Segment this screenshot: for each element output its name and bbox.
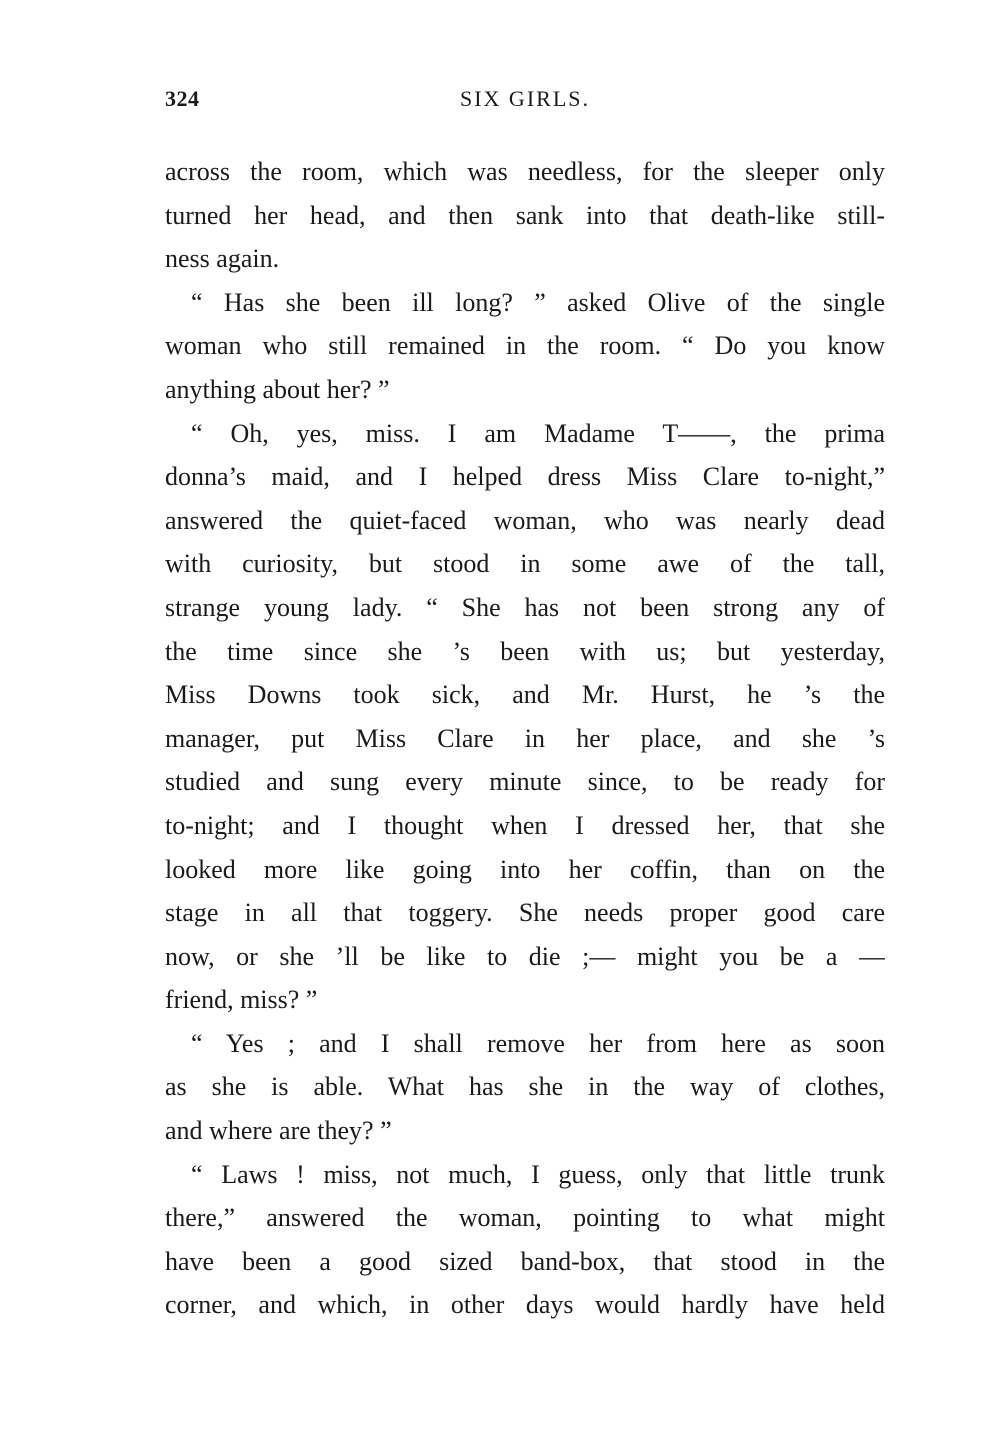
text-line: there,” answered the woman, pointing to what might bbox=[165, 1203, 885, 1233]
text-line: “ Yes ; and I shall remove her from here as soon bbox=[191, 1028, 885, 1058]
text-line: the time since she ’s been with us; but yesterday, bbox=[165, 636, 885, 666]
text-line: as she is able. What has she in the way of clothes, bbox=[165, 1072, 885, 1102]
body-text bbox=[165, 150, 885, 1327]
page-header bbox=[165, 86, 885, 120]
running-title: SIX GIRLS. bbox=[459, 86, 590, 111]
text-line: ness again. bbox=[165, 244, 280, 274]
text-line: manager, put Miss Clare in her place, and she ’s bbox=[165, 723, 885, 753]
text-line: woman who still remained in the room. “ Do you know bbox=[165, 331, 885, 361]
text-line: Miss Downs took sick, and Mr. Hurst, he ’s the bbox=[165, 680, 885, 710]
text-line: “ Laws ! miss, not much, I guess, only that little trunk bbox=[191, 1159, 885, 1189]
text-line: corner, and which, in other days would hardly have held bbox=[165, 1290, 885, 1320]
text-line: answered the quiet-faced woman, who was nearly dead bbox=[165, 505, 885, 535]
text-line: “ Oh, yes, miss. I am Madame T——, the prima bbox=[191, 418, 885, 448]
text-line: stage in all that toggery. She needs proper good care bbox=[165, 898, 885, 928]
text-line: and where are they? ” bbox=[165, 1116, 392, 1146]
text-line: friend, miss? ” bbox=[165, 985, 318, 1015]
text-line: donna’s maid, and I helped dress Miss Clare to-night,” bbox=[165, 462, 885, 492]
page-number: 324 bbox=[165, 86, 200, 111]
text-line: with curiosity, but stood in some awe of the tall, bbox=[165, 549, 885, 579]
text-line: turned her head, and then sank into that death-like still- bbox=[165, 200, 885, 230]
text-line: strange young lady. “ She has not been strong any of bbox=[165, 592, 885, 622]
text-line: to-night; and I thought when I dressed her, that she bbox=[165, 810, 885, 840]
text-line: across the room, which was needless, for the sleeper only bbox=[165, 157, 885, 186]
text-line: looked more like going into her coffin, than on the bbox=[165, 854, 885, 884]
text-line: now, or she ’ll be like to die ;— might you be a — bbox=[165, 941, 885, 971]
text-line: anything about her? ” bbox=[165, 374, 390, 404]
text-line: have been a good sized band-box, that stood in the bbox=[165, 1246, 885, 1276]
text-line: studied and sung every minute since, to be ready for bbox=[165, 767, 885, 797]
text-line: “ Has she been ill long? ” asked Olive of the single bbox=[191, 287, 885, 317]
